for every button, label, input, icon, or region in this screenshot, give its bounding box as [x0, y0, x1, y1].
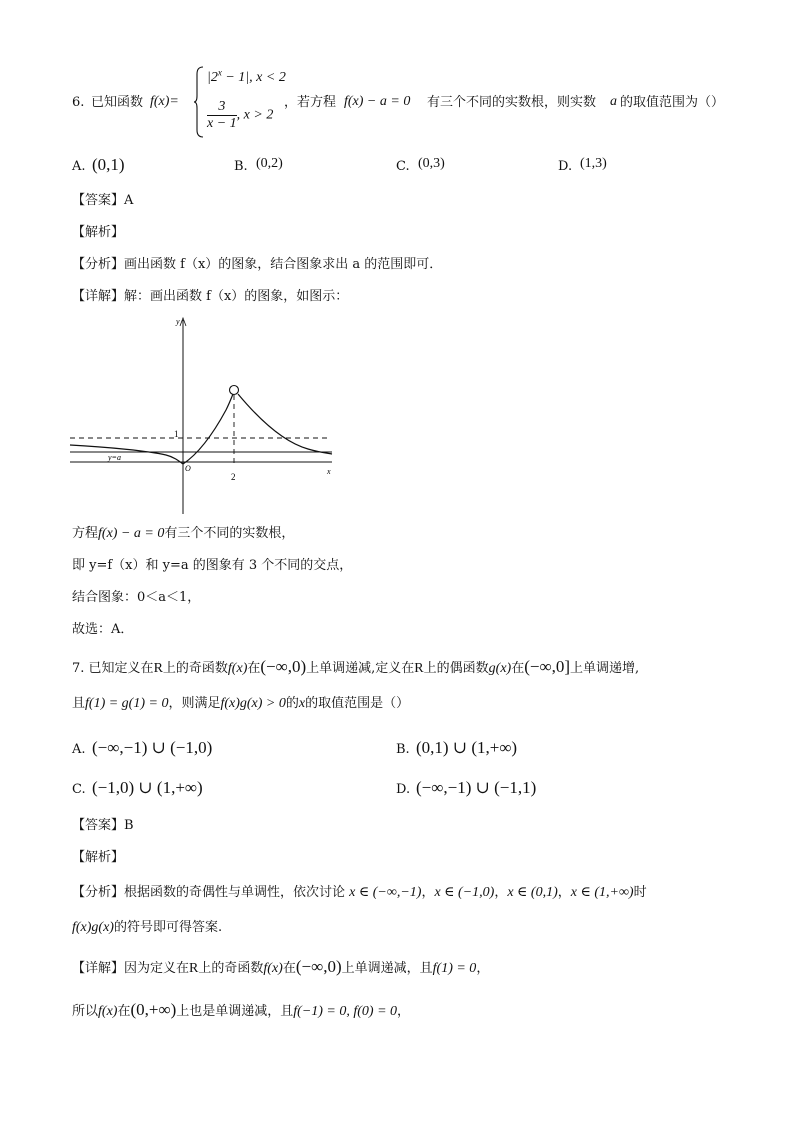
equation: f(x) − a = 0	[344, 94, 411, 109]
option-c-label[interactable]: C.	[396, 159, 410, 174]
stem-mid-2: 有三个不同的实数根，则实数	[427, 95, 597, 110]
solution-line-1: 方程f(x) − a = 0有三个不同的实数根，	[72, 526, 295, 541]
xiangjie-line: 【详解】解：画出函数 f（x）的图象，如图示：	[72, 289, 349, 304]
var-a: a	[610, 94, 617, 109]
fenxi-line-2: f(x)g(x)的符号即可得答案.	[72, 920, 223, 935]
option-c-value[interactable]: (−1,0) ∪ (1,+∞)	[92, 778, 203, 797]
option-a-value[interactable]: (0,1)	[92, 155, 125, 174]
q7-stem-line-2: 且f(1) = g(1) = 0，则满足f(x)g(x) > 0的x的取值范围是（）	[72, 696, 410, 711]
option-d-value[interactable]: (1,3)	[580, 156, 607, 171]
option-d-value[interactable]: (−∞,−1) ∪ (−1,1)	[416, 778, 537, 797]
option-b-value[interactable]: (0,2)	[256, 156, 283, 171]
option-a-label[interactable]: A.	[72, 742, 86, 757]
y-axis-label: y	[176, 317, 180, 326]
function-lhs: f(x)=	[150, 94, 179, 109]
option-a-value[interactable]: (−∞,−1) ∪ (−1,0)	[92, 738, 213, 757]
q7-stem-line-1: 7. 已知定义在R上的奇函数f(x)在(−∞,0)上单调递减,定义在R上的偶函数g(x)在(−∞,0]上单调递增,	[72, 657, 640, 676]
piecewise-case-2: $\frac{3}{x - 1}$ , x > 2	[207, 99, 274, 131]
curve-left-branch	[70, 445, 183, 464]
stem-prefix: 已知函数	[91, 95, 144, 110]
fraction: $\frac{3}{x - 1}$	[207, 99, 237, 131]
analysis-heading: 【解析】	[72, 225, 125, 240]
piecewise-brace	[194, 66, 204, 138]
option-c-label[interactable]: C.	[72, 782, 86, 797]
option-d-label[interactable]: D.	[558, 159, 573, 174]
analysis-heading: 【解析】	[72, 850, 125, 865]
fenxi-line: 【分析】画出函数 f（x）的图象，结合图象求出 a 的范围即可．	[72, 257, 443, 272]
fenxi-line-1: 【分析】根据函数的奇偶性与单调性，依次讨论 x ∈ (−∞,−1)，x ∈ (−1,0)，x ∈ (0,1)，x ∈ (1,+∞)时	[72, 885, 647, 900]
piecewise-case-1: $|2^x - 1|$, x < 2	[207, 67, 286, 85]
solution-line-2: 即 y=f（x）和 y=a 的图象有 3 个不同的交点，	[72, 558, 353, 573]
x-axis-label: x	[327, 467, 331, 476]
xiangjie-line-2: 所以f(x)在(0,+∞)上也是单调递减，且f(−1) = 0, f(0) = 0，	[72, 1000, 411, 1019]
option-b-value[interactable]: (0,1) ∪ (1,+∞)	[416, 738, 518, 757]
stem-tail: 的取值范围为（）	[620, 95, 725, 110]
origin-label: O	[185, 464, 191, 473]
option-c-value[interactable]: (0,3)	[418, 156, 445, 171]
option-d-label[interactable]: D.	[396, 782, 411, 797]
solution-line-3: 结合图象：0＜a＜1，	[72, 590, 201, 605]
curve-middle-branch	[183, 394, 233, 464]
stem-mid: ，若方程	[284, 95, 337, 110]
line-y-a-label: y=a	[108, 453, 121, 462]
solution-line-4: 故选：A．	[72, 622, 134, 637]
option-b-label[interactable]: B.	[396, 742, 410, 757]
open-circle-point	[230, 386, 239, 395]
answer-line: 【答案】A	[72, 193, 134, 208]
tick-1-label: 1	[174, 429, 179, 439]
question-number: 6.	[72, 95, 85, 110]
xiangjie-line-1: 【详解】因为定义在R上的奇函数f(x)在(−∞,0)上单调递减，且f(1) = 0，	[72, 957, 490, 976]
answer-line: 【答案】B	[72, 818, 134, 833]
tick-2-label: 2	[231, 472, 236, 482]
curve-right-branch	[238, 394, 332, 454]
function-graph	[68, 314, 340, 516]
option-b-label[interactable]: B.	[234, 159, 248, 174]
option-a-label[interactable]: A.	[72, 159, 86, 174]
